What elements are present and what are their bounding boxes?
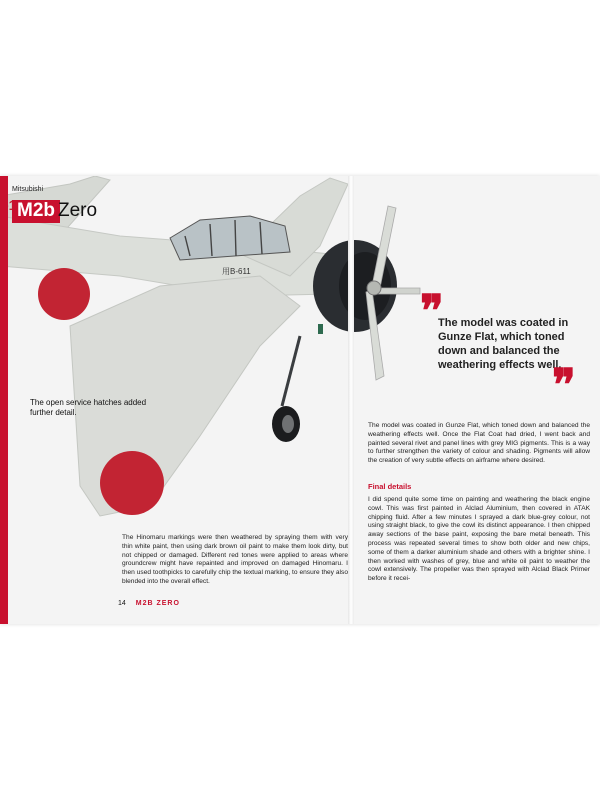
page-folio [118, 600, 180, 607]
brand-label: Mitsubishi [12, 186, 44, 193]
quote-open-icon: ❞ [420, 286, 444, 337]
body-text-right-1: The model was coated in Gunze Flat, which toned down and balanced the weathering effects well. Once the Flat Coat had dried, I went back and painted several rivet and panel lines with grey MIG pigments. This is a way to further strengthen the variety of colour and shading. Pigments will allow the creation of very subtle effects on airframe where desired. [368, 422, 590, 465]
fuselage-code: 用B-611 [222, 267, 251, 276]
hinomaru-wing [100, 451, 164, 515]
body-text-right-2: I did spend quite some time on painting and weathering the black engine cowl. This was first painted in Alclad Aluminium, then covered in ATAK chipping fluid. After a few minutes I sprayed a dark blue-grey colour, not using straight black, to give the cowl its distinct appearance. I then chipped away sections of the base paint, exposing the bare metal beneath. This process was repeated several times to show both older and new chips, some of them a darker aluminium shade and others with a brighter shine. I then worked with washes of grey, blue and white oil paint to weather the cowl extensively. The propeller was then sprayed with Alclad Black Primer before it recei- [368, 496, 590, 583]
page-number: 14 [118, 600, 126, 607]
accent-bar [0, 176, 8, 624]
section-subhead: Final details [368, 482, 412, 491]
photo-caption: The open service hatches added further detail. [30, 398, 147, 417]
landing-gear-strut [282, 336, 300, 406]
pull-quote: The model was coated in Gunze Flat, which toned down and balanced the weathering effects well. [438, 317, 569, 371]
title-code: M2b [12, 200, 60, 223]
hinomaru-fuselage [38, 268, 90, 320]
quote-close-icon: ❞ [552, 360, 576, 411]
body-text-left: The Hinomaru markings were then weathered by spraying them with very thin white paint, then using dark brown oil paint to make them look dirty, but not chipped or damaged. Different red tones were applied to areas where groundcrew might have repainted and improved on damaged Hinomaru. I then used toothpicks to carefully chip the textual marking, to ensure they also blended into the overall effect. [122, 534, 348, 585]
page-spine [348, 176, 354, 624]
folio-title: M2B ZERO [135, 600, 180, 607]
magazine-spread [0, 176, 600, 624]
title-name: Zero [58, 200, 98, 221]
